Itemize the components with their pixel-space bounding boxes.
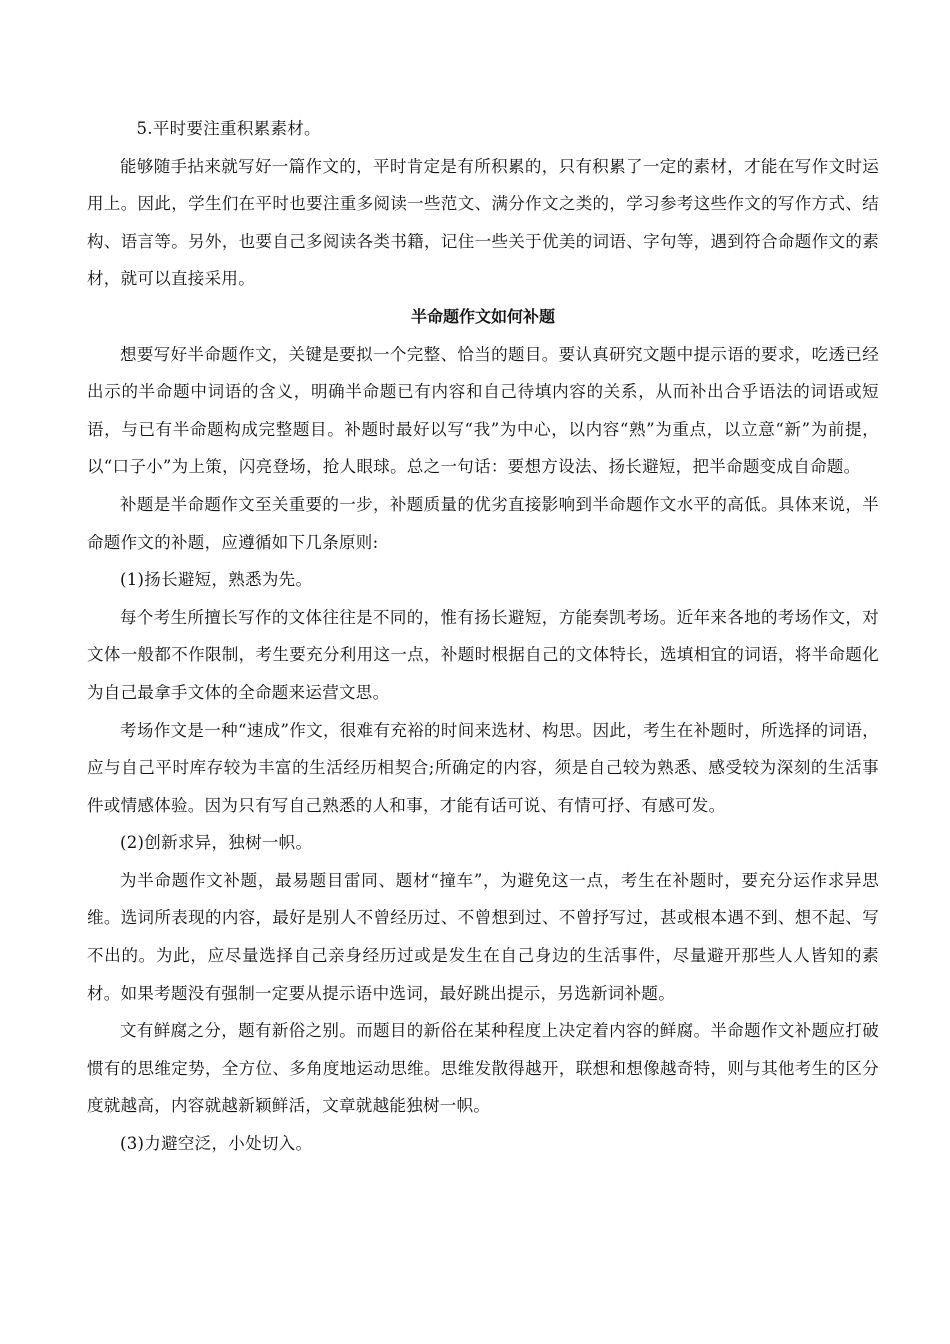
paragraph-principle-2a: 为半命题作文补题，最易题目雷同、题材“撞车”，为避免这一点，考生在补题时，要充分运作求异思维。选词所表现的内容，最好是别人不曾经历过、不曾想到过、不曾抒写过，甚或根本遇不到、想不起、写不出的。为此，应尽量选择自己亲身经历过或是发生在自己身边的生活事件，尽量避开那些人人皆知的素材。如果考题没有强制一定要从提示语中选词，最好跳出提示，另选新词补题。 [87,870,879,1003]
section-heading: 半命题作文如何补题 [410,306,555,326]
paragraph-principle-1b: 考场作文是一种“速成”作文，很难有充裕的时间来选材、构思。因此，考生在补题时，所选择的词语，应与自己平时库存较为丰富的生活经历相契合;所确定的内容，须是自己较为熟悉、感受较为深刻的生活事件或情感体验。因为只有写自己熟悉的人和事，才能有话可说、有情可抒、有感可发。 [87,720,879,815]
paragraph-principle-2b: 文有鲜腐之分，题有新俗之别。而题目的新俗在某种程度上决定着内容的鲜腐。半命题作文补题应打破惯有的思维定势，全方位、多角度地运动思维。思维发散得越开，联想和想像越奇特，则与其他考生的区分度就越高，内容就越新颖鲜活，文章就越能独树一帜。 [87,1021,879,1116]
document-page [87,110,879,1163]
principle-2-title: (2)创新求异，独树一帜。 [120,833,313,853]
principle-3-title: (3)力避空泛，小处切入。 [120,1134,313,1154]
paragraph-principles: 补题是半命题作文至关重要的一步，补题质量的优劣直接影响到半命题作文水平的高低。具体来说，半命题作文的补题，应遵循如下几条原则: [87,494,879,552]
paragraph-principle-1a: 每个考生所擅长写作的文体往往是不同的，惟有扬长避短，方能奏凯考场。近年来各地的考场作文，对文体一般都不作限制，考生要充分利用这一点，补题时根据自己的文体特长，选填相宜的词语，将半命题化为自己最拿手文体的全命题来运营文思。 [87,607,879,702]
list-item-5: 5.平时要注重积累素材。 [136,119,321,138]
paragraph-accumulate-materials: 能够随手拈来就写好一篇作文的，平时肯定是有所积累的，只有积累了一定的素材，才能在写作文时运用上。因此，学生们在平时也要注重多阅读一些范文、满分作文之类的，学习参考这些作文的写作方式、结构、语言等。另外，也要自己多阅读各类书籍，记住一些关于优美的词语、字句等，遇到符合命题作文的素材，就可以直接采用。 [87,156,879,289]
paragraph-intro: 想要写好半命题作文，关键是要拟一个完整、恰当的题目。要认真研究文题中提示语的要求，吃透已经出示的半命题中词语的含义，明确半命题已有内容和自己待填内容的关系，从而补出合乎语法的词语或短语，与已有半命题构成完整题目。补题时最好以写“我”为中心，以内容“熟”为重点，以立意“新”为前提，以“口子小”为上策，闪亮登场，抢人眼球。总之一句话：要想方设法、扬长避短，把半命题变成自命题。 [87,344,879,477]
principle-1-title: (1)扬长避短，熟悉为先。 [120,570,313,590]
